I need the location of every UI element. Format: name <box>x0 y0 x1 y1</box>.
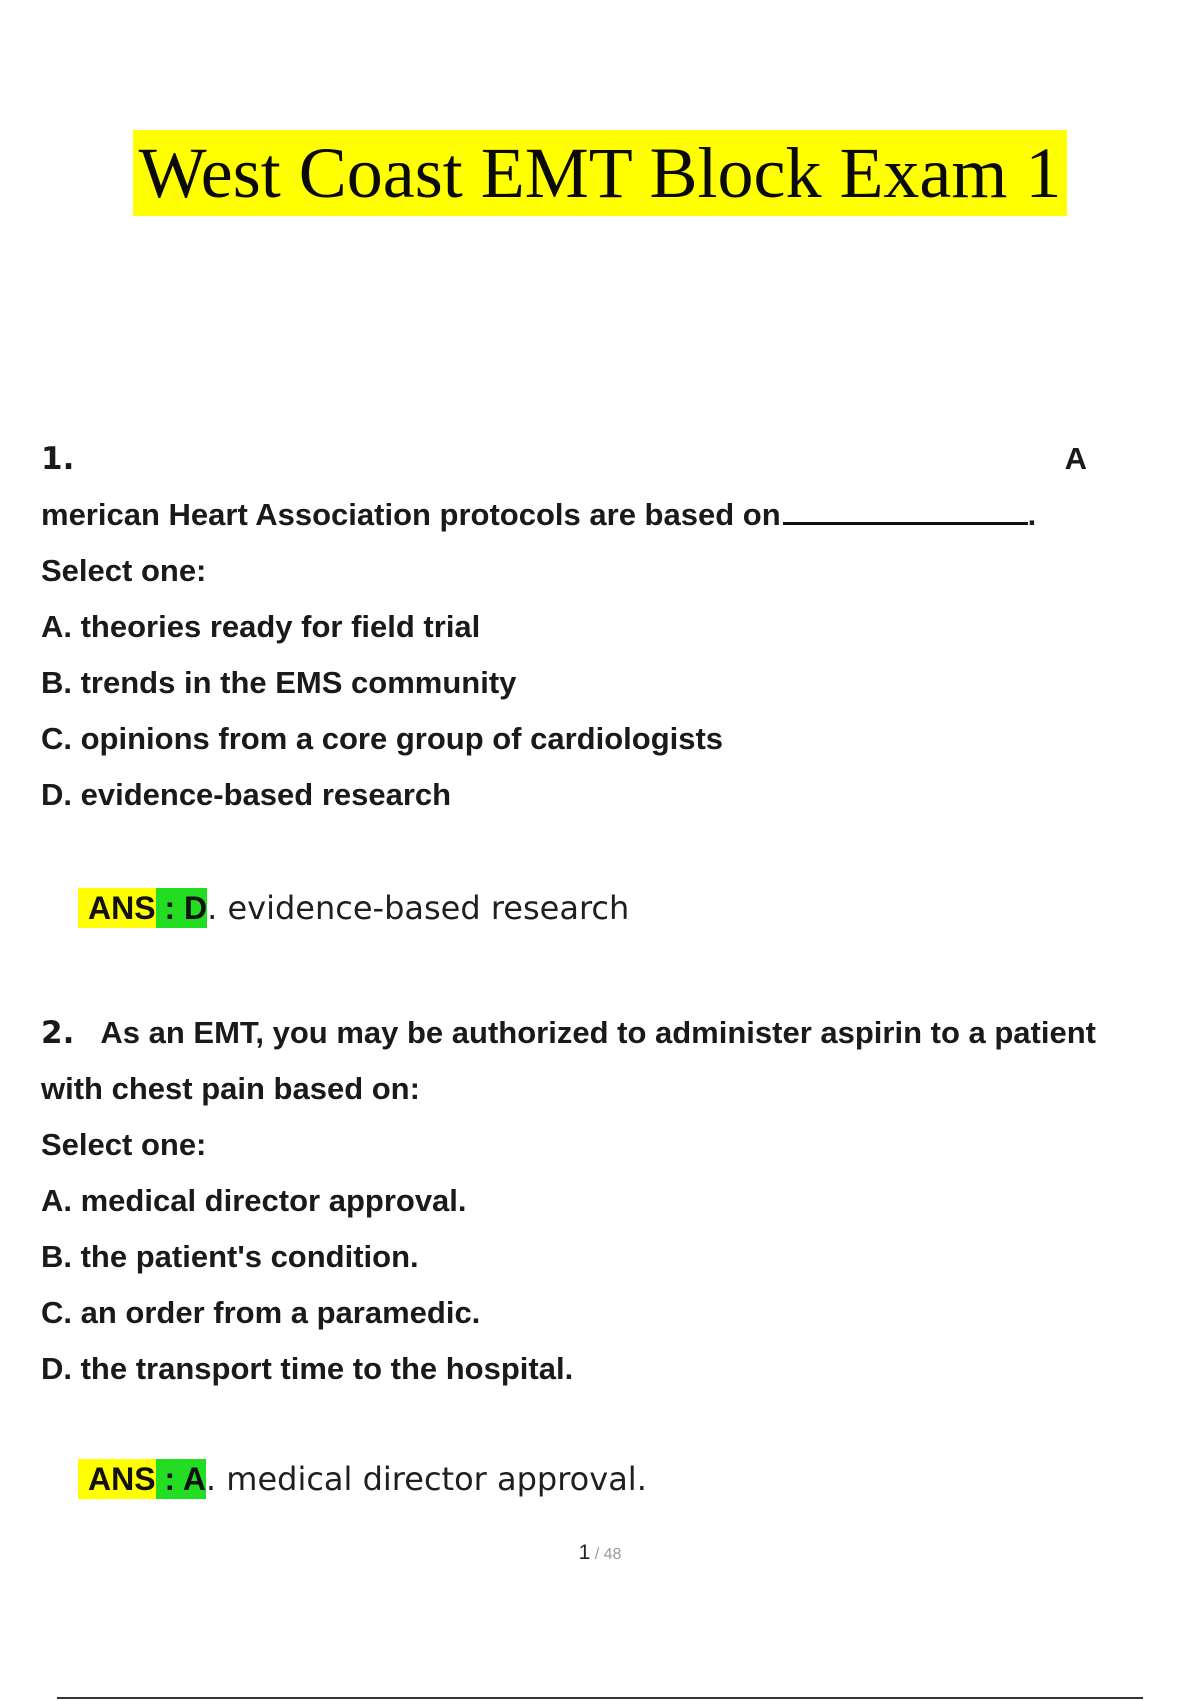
select-one-label: Select one: <box>41 553 207 588</box>
page-separator: / <box>590 1546 604 1563</box>
question-stem-line-1: As an EMT, you may be authorized to administer aspirin to a patient <box>100 1015 1096 1050</box>
option-d: D. the transport time to the hospital. <box>41 1351 574 1386</box>
question-number: 2. <box>41 1015 75 1051</box>
select-one-label: Select one: <box>41 1127 207 1162</box>
answer-label: ANS <box>78 888 156 928</box>
question-stem <box>41 487 1161 543</box>
answer-text: . evidence-based research <box>207 889 630 927</box>
option-a: A. theories ready for field trial <box>41 609 481 644</box>
option-c: C. opinions from a core group of cardiologists <box>41 721 724 756</box>
question-stem-line-2: with chest pain based on: <box>41 1071 420 1106</box>
answer-2 <box>78 1457 647 1501</box>
page-number <box>0 1541 1200 1565</box>
question-stem-suffix: . <box>1027 497 1037 532</box>
answer-1 <box>78 886 629 930</box>
question-dropcap: A <box>1064 441 1087 476</box>
option-b: B. trends in the EMS community <box>41 665 517 700</box>
answer-letter: A <box>182 1461 206 1497</box>
answer-label: ANS <box>78 1459 156 1499</box>
answer-colon: : <box>155 1461 183 1497</box>
answer-text: . medical director approval. <box>205 1460 647 1498</box>
option-b: B. the patient's condition. <box>41 1239 419 1274</box>
answer-colon: : <box>155 890 184 926</box>
question-stem <box>41 1005 1161 1061</box>
document-title: West Coast EMT Block Exam 1 <box>133 130 1068 216</box>
answer-letter: D <box>184 890 208 926</box>
question-1-header <box>41 431 1161 487</box>
fill-in-blank <box>783 492 1028 525</box>
page-divider <box>57 1697 1143 1699</box>
option-c: C. an order from a paramedic. <box>41 1295 481 1330</box>
question-1 <box>41 431 1161 823</box>
question-2 <box>41 1005 1161 1397</box>
option-d: D. evidence-based research <box>41 777 452 812</box>
option-a: A. medical director approval. <box>41 1183 467 1218</box>
question-number: 1. <box>41 441 75 477</box>
title-wrapper <box>0 130 1200 216</box>
total-pages: 48 <box>603 1546 622 1563</box>
current-page: 1 <box>578 1541 591 1564</box>
question-stem-text: merican Heart Association protocols are based on <box>41 497 781 532</box>
